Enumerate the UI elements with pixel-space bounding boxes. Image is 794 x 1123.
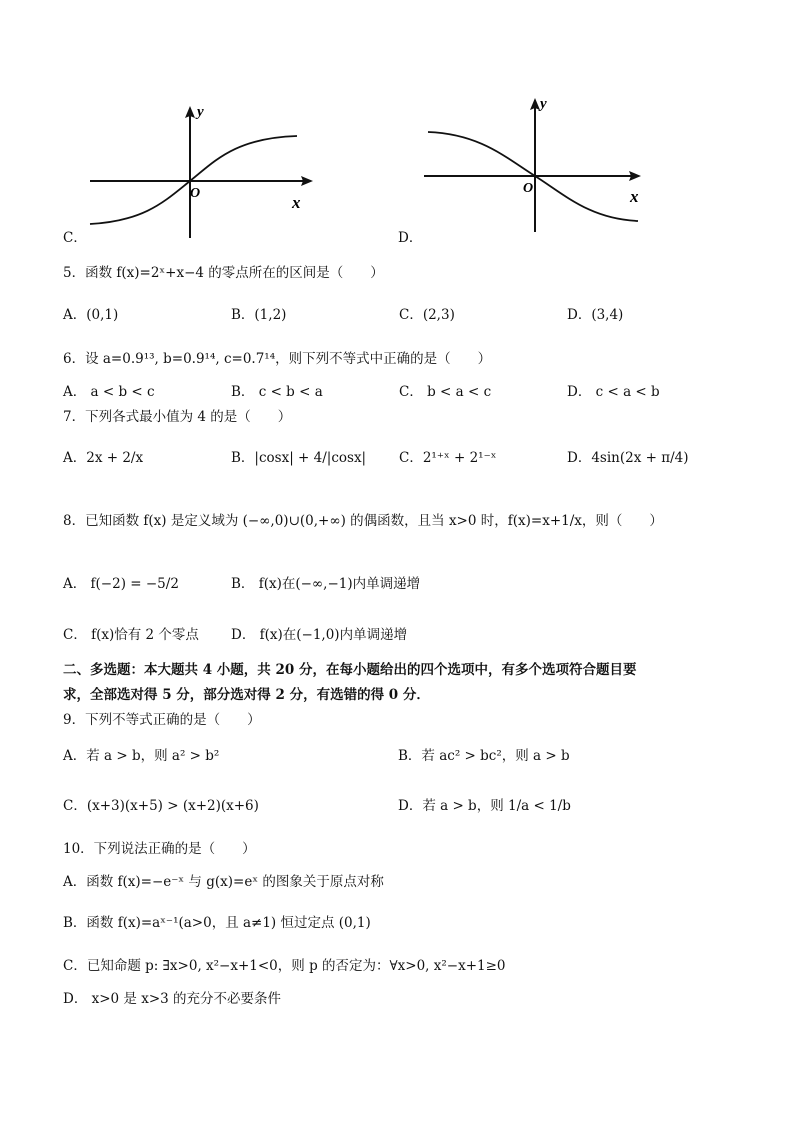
graph-d-origin: O — [523, 181, 534, 196]
q10-option-d: D． x>0 是 x>3 的充分不必要条件 — [63, 991, 282, 1007]
q7-option-c: C．2¹⁺ˣ + 2¹⁻ˣ — [399, 450, 497, 466]
graph-d-y-label: y — [540, 96, 547, 112]
graph-c — [85, 96, 325, 246]
section2-heading-line1: 二、多选题：本大题共 4 小题，共 20 分，在每小题给出的四个选项中，有多个选项符合题目要 — [63, 662, 637, 678]
q6-option-d: D． c < a < b — [567, 384, 660, 400]
graph-c-origin: O — [190, 186, 201, 201]
q5-option-d: D．(3,4) — [567, 307, 624, 323]
q8-option-c: C． f(x)恰有 2 个零点 — [63, 627, 199, 643]
q5-option-a: A．(0,1) — [63, 307, 119, 323]
q10-stem: 10．下列说法正确的是（ ） — [63, 841, 256, 857]
q7-option-a: A．2x + 2/x — [63, 450, 144, 466]
graph-c-y-label: y — [197, 104, 204, 120]
q8-option-b: B． f(x)在(−∞,−1)内单调递增 — [231, 576, 421, 592]
q6-option-b: B． c < b < a — [231, 384, 323, 400]
graph-c-x-label: x — [292, 193, 301, 212]
q8-stem: 8．已知函数 f(x) 是定义域为 (−∞,0)∪(0,+∞) 的偶函数，且当 x>0 时，f(x)=x+1/x，则（ ） — [63, 513, 663, 529]
q7-stem: 7．下列各式最小值为 4 的是（ ） — [63, 409, 292, 425]
q10-option-c: C．已知命题 p: ∃x>0, x²−x+1<0，则 p 的否定为：∀x>0, x²−x+1≥0 — [63, 958, 506, 974]
q5-option-c: C．(2,3) — [399, 307, 455, 323]
graph-d — [420, 92, 650, 242]
q6-stem: 6．设 a=0.9¹³, b=0.9¹⁴, c=0.7¹⁴，则下列不等式中正确的是（ ） — [63, 351, 492, 367]
q9-option-b: B．若 ac² > bc²，则 a > b — [398, 748, 570, 764]
q5-stem: 5．函数 f(x)=2ˣ+x−4 的零点所在的区间是（ ） — [63, 265, 384, 281]
q9-option-d: D．若 a > b，则 1/a < 1/b — [398, 798, 571, 814]
q7-option-d: D．4sin(2x + π/4) — [567, 450, 689, 466]
section2-heading-line2: 求，全部选对得 5 分，部分选对得 2 分，有选错的得 0 分． — [63, 687, 430, 703]
q10-option-b: B．函数 f(x)=aˣ⁻¹(a>0，且 a≠1) 恒过定点 (0,1) — [63, 915, 371, 931]
graph-d-letter: D． — [398, 230, 423, 246]
q10-option-a: A．函数 f(x)=−e⁻ˣ 与 g(x)=eˣ 的图象关于原点对称 — [63, 874, 384, 890]
q9-stem: 9．下列不等式正确的是（ ） — [63, 712, 261, 728]
q6-option-c: C． b < a < c — [399, 384, 492, 400]
q7-option-b: B．|cosx| + 4/|cosx| — [231, 450, 367, 466]
q6-option-a: A． a < b < c — [63, 384, 155, 400]
q9-option-c: C．(x+3)(x+5) > (x+2)(x+6) — [63, 798, 259, 814]
q9-option-a: A．若 a > b，则 a² > b² — [63, 748, 220, 764]
graph-c-letter: C． — [63, 230, 87, 246]
q8-option-a: A． f(−2) = −5/2 — [63, 576, 179, 592]
graph-d-x-label: x — [630, 187, 639, 206]
q8-option-d: D． f(x)在(−1,0)内单调递增 — [231, 627, 408, 643]
q5-option-b: B．(1,2) — [231, 307, 287, 323]
